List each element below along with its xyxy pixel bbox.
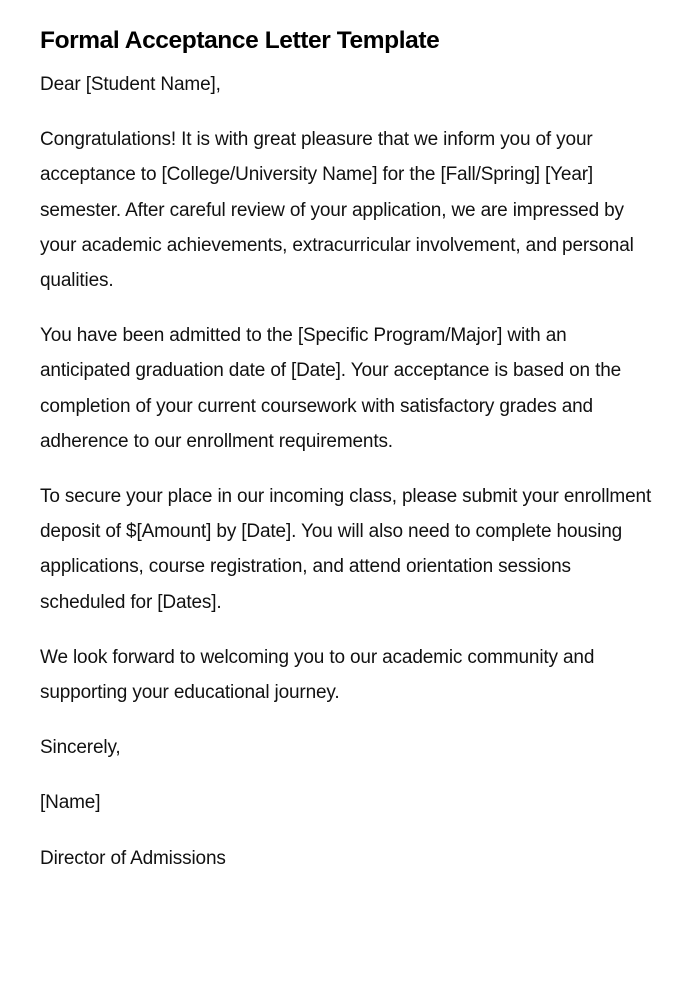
paragraph-congratulations: Congratulations! It is with great pleasure that we inform you of your acceptance to [College/University Name] for the [Fall/Spring] [Year] semester. After careful review of your application, we are impressed by your academic achievements, extracurricular involvement, and personal qualities.: [40, 129, 634, 292]
salutation: Dear [Student Name],: [40, 74, 221, 95]
paragraph-welcome: We look forward to welcoming you to our academic community and supporting your educational journey.: [40, 646, 595, 704]
paragraph-admission-details: You have been admitted to the [Specific Program/Major] with an anticipated graduation date of [Date]. Your acceptance is based on the completion of your current coursework with satisfactory grades and adherence to our enrollment requirements.: [40, 325, 622, 452]
signer-title: Director of Admissions: [40, 847, 226, 869]
closing: Sincerely,: [40, 737, 121, 759]
signer-name: [Name]: [40, 792, 101, 814]
document-title: Formal Acceptance Letter Template: [40, 27, 440, 54]
paragraph-enrollment-steps: To secure your place in our incoming class, please submit your enrollment deposit of $[Amount] by [Date]. You will also need to complete housing applications, course registration, and attend orientation sessions scheduled for [Dates].: [40, 486, 652, 613]
